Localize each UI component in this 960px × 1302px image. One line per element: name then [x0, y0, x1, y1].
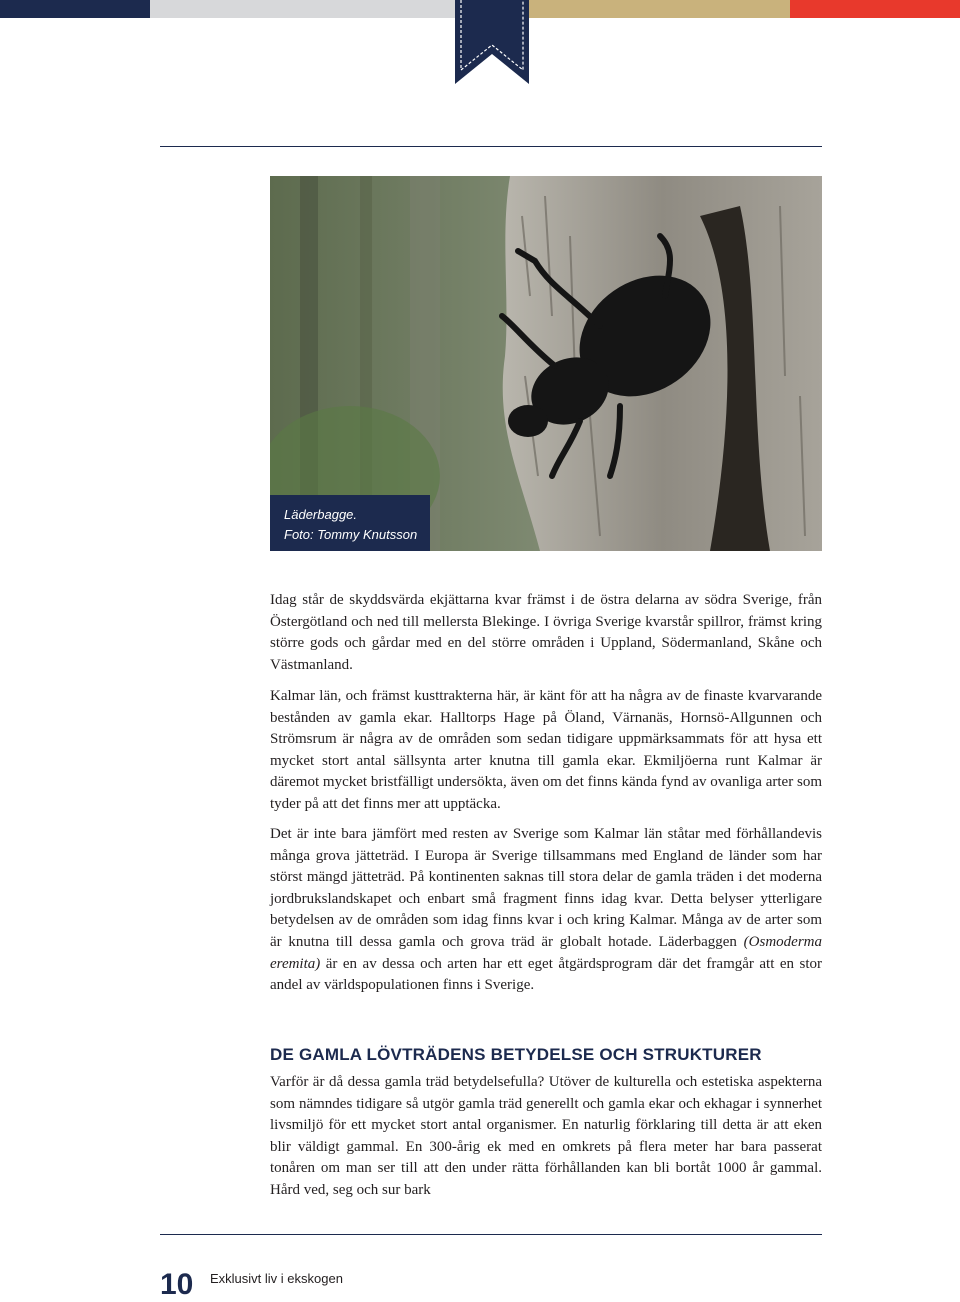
paragraph-2: Kalmar län, och främst kusttrakterna här, är känt för att ha några av de finaste kvarvarande bestånden av gamla ekar. Halltorps Hage på Öland, Värnanäs, Hornsö-Allgunnen och Strömsrum är några av de områden som sedan tidigare uppmärksammats för att hysa ett mycket stort antal sällsynta arter knutna till gamla ekar. Ekmiljöerna runt Kalmar är däremot mycket bristfälligt undersökta, även om det finns kända fynd av ovanliga arter som tyder på att det finns mer att upptäcka.	[270, 688, 822, 812]
photo-caption-credit: Foto: Tommy Knutsson	[284, 527, 418, 542]
paragraph-3	[270, 824, 822, 997]
header-rule	[160, 146, 822, 147]
footer-rule	[160, 1234, 822, 1235]
paragraph-3-text-a: Det är inte bara jämfört med resten av Sverige som Kalmar län ståtar med förhållandevis många grova jätteträd. I Europa är Sverige tillsammans med England de länder som har störst mängd jätteträd. På kontinenten saknas till stora delar de gamla träden i det moderna jordbrukslandskapet och enbart små fragment finns idag kvar. Detta belyser ytterligare betydelsen av de områden som idag finns kvar i och kring Kalmar. Många av de arter som är knutna till dessa gamla och grova träd är globalt hotade. Läderbaggen	[270, 826, 822, 950]
paragraph-3-text-b: är en av dessa och arten har ett eget åtgärdsprogram där det framgår att en stor andel av världspopulationen finns i Sverige.	[270, 955, 822, 994]
paragraph-1: Idag står de skyddsvärda ekjättarna kvar främst i de östra delarna av södra Sverige, från Östergötland och ned till mellersta Blekinge. I övriga Sverige kvarstår spillror, främst kring större gods och gårdar med en del större områden i Uppland, Södermanland, Skåne och Västmanland.	[270, 592, 822, 673]
beetle-photo	[270, 176, 822, 551]
page-number: 10	[160, 1268, 194, 1301]
top-bar-red	[790, 0, 960, 18]
bookmark-ribbon-icon	[455, 0, 529, 84]
section-heading: DE GAMLA LÖVTRÄDENS BETYDELSE OCH STRUKTURER	[270, 1045, 762, 1064]
top-bar-gold	[528, 0, 790, 18]
species-name: (Osmoderma eremita)	[270, 933, 822, 972]
photo-caption	[270, 495, 430, 551]
paragraph-4: Varför är då dessa gamla träd betydelsefulla? Utöver de kulturella och estetiska aspekterna som nämndes tidigare så utgör gamla träd generellt och gamla ekar och ekhagar i synnerhet livsmiljö för ett mycket stort antal organismer. En naturlig förklaring till detta är att eken blir väldigt gammal. En 300-årig ek med en omkrets på flera meter har bara passerat tonåren om man ser till att den under rätta förhållanden kan bli bortåt 1000 år gammal. Hård ved, seg och sur bark	[270, 1074, 822, 1198]
photo-caption-title: Läderbagge.	[284, 507, 358, 522]
publication-title: Exklusivt liv i ekskogen	[210, 1271, 343, 1286]
top-bar-navy	[0, 0, 150, 18]
